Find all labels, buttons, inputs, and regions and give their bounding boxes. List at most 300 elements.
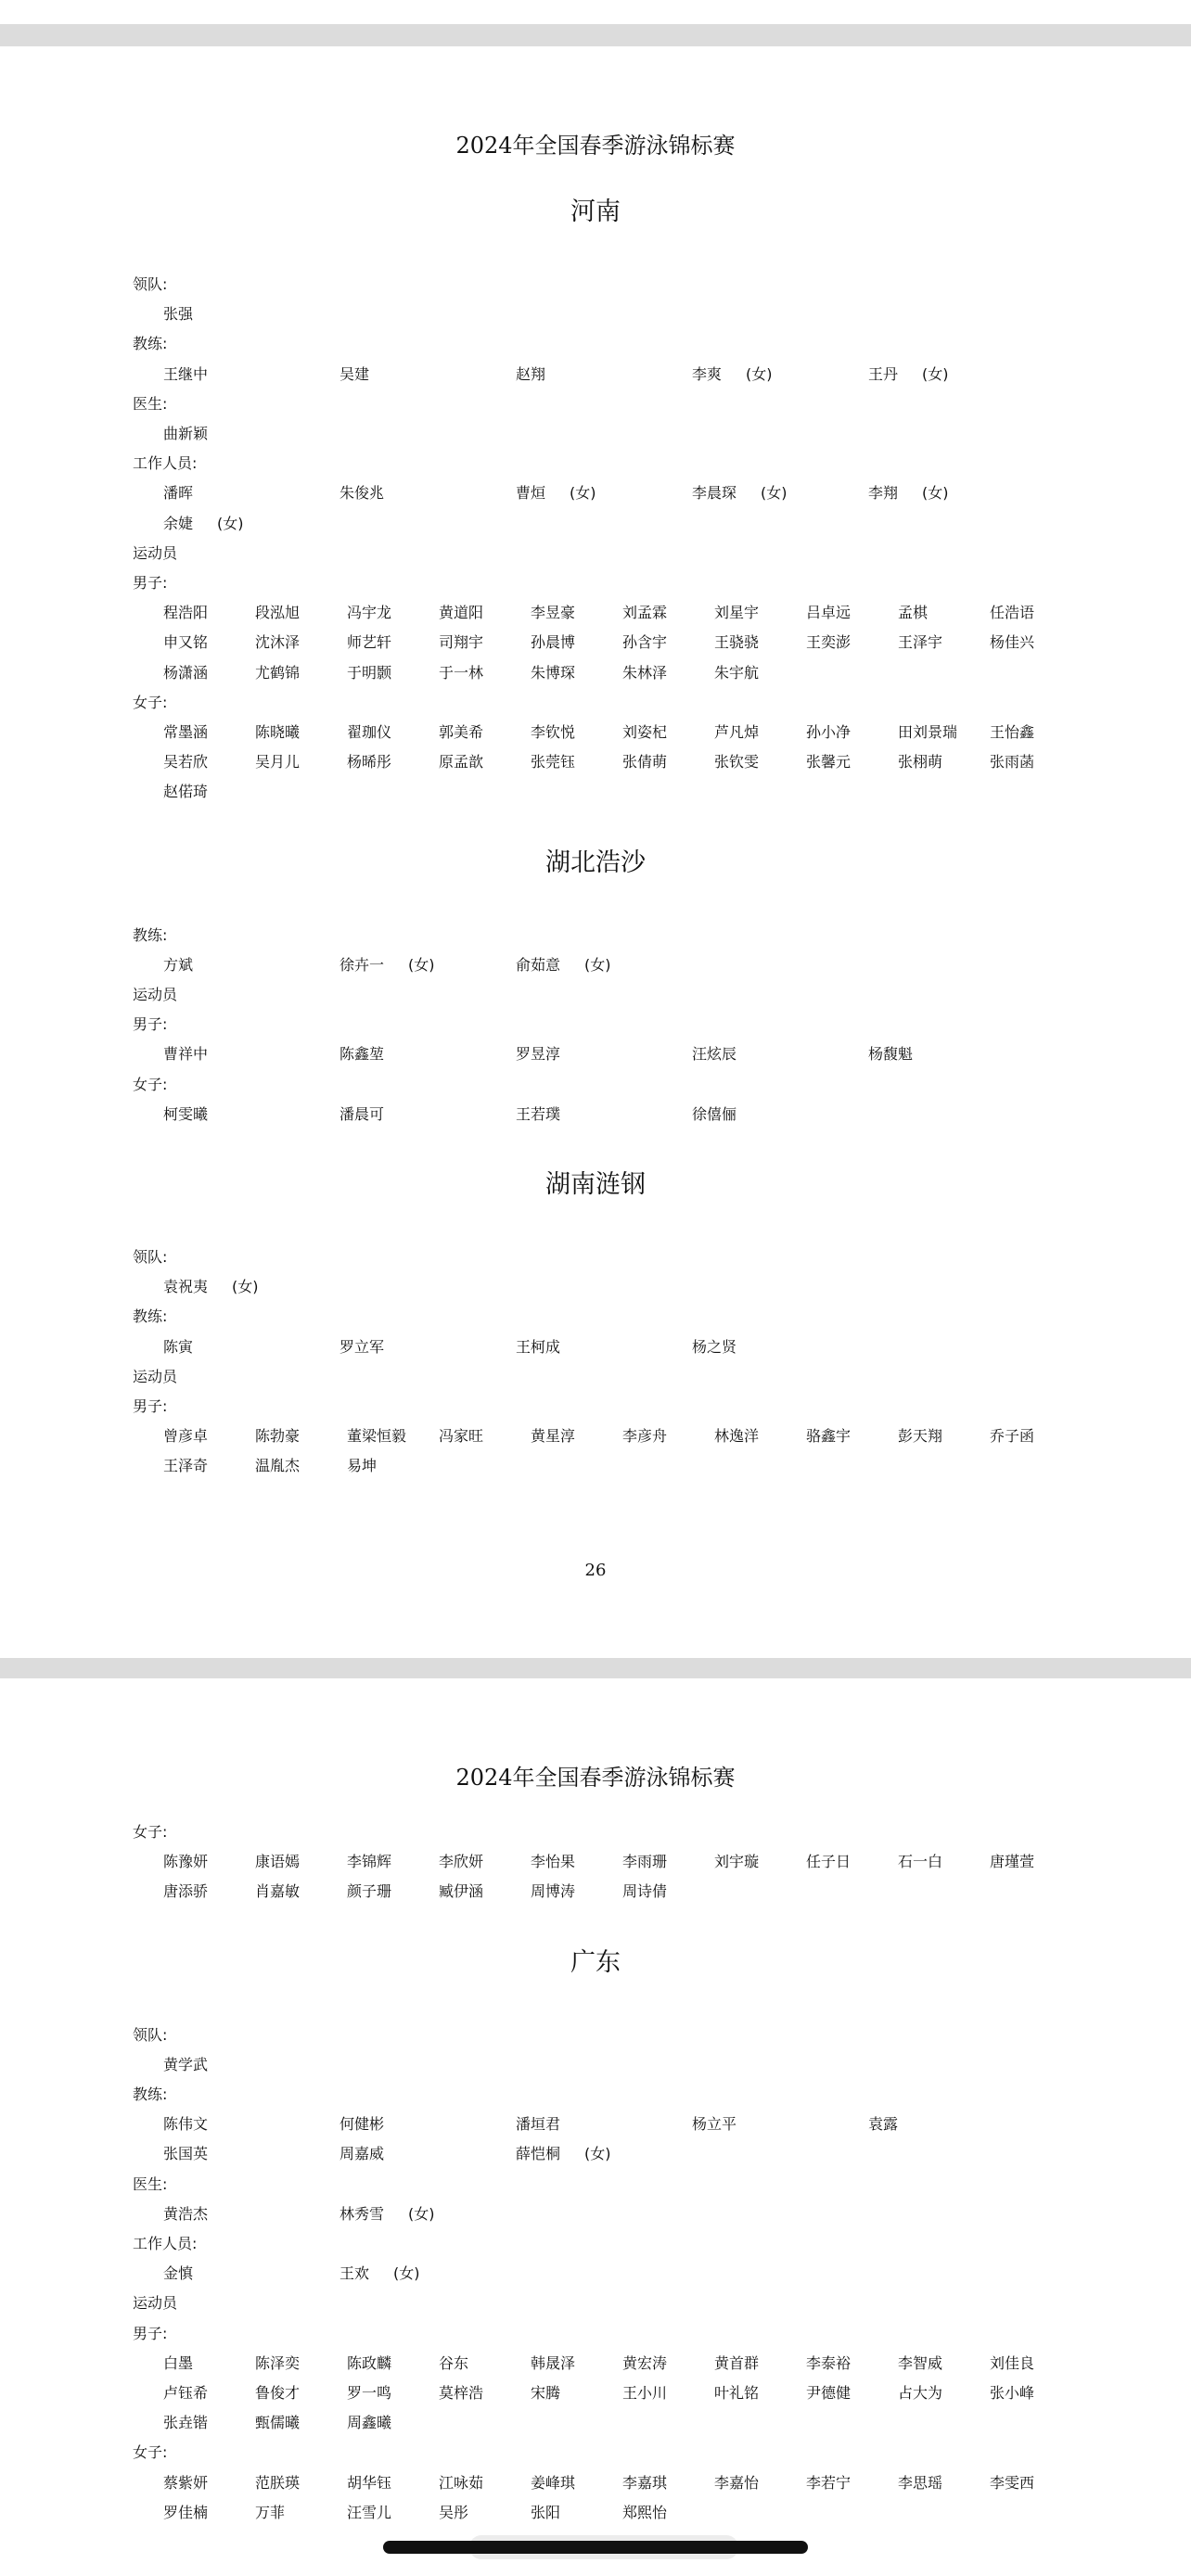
person-entry (622, 2383, 667, 2404)
person-name: 骆鑫宇 (806, 1427, 852, 1446)
person-name: 刘姿杞 (622, 723, 668, 741)
person-name: 何健彬 (339, 2115, 385, 2134)
role-label: 工作人员: (133, 454, 198, 473)
person-name: 方斌 (163, 955, 194, 974)
person-name: 姜峰琪 (531, 2473, 576, 2492)
person-name: 黄首群 (714, 2353, 760, 2372)
person-entry (622, 752, 667, 772)
person-name: 黄浩杰 (163, 2204, 209, 2223)
person-name: 李彦舟 (622, 1427, 668, 1446)
person-entry (622, 1881, 667, 1902)
name-row (163, 2413, 1091, 2433)
person-name: 陈寅 (163, 1337, 194, 1356)
gender-tag: (女) (570, 484, 596, 503)
person-name: 黄星淳 (531, 1427, 576, 1446)
person-name: 刘孟霖 (622, 604, 668, 622)
person-entry (163, 752, 208, 772)
person-name: 甄儒曦 (255, 2414, 301, 2432)
person-name: 唐添骄 (163, 1882, 209, 1901)
person-name: 刘星宇 (714, 604, 760, 622)
role-label: 男子: (133, 1397, 168, 1415)
name-row (163, 663, 1091, 683)
person-name: 黄道阳 (439, 604, 484, 622)
person-entry (531, 2383, 560, 2404)
person-entry (531, 722, 575, 743)
person-entry (163, 2144, 208, 2164)
person-name: 李雨珊 (622, 1853, 668, 1871)
person-name: 于明颢 (347, 663, 392, 682)
person-name: 朱俊兆 (339, 484, 385, 503)
role-label: 运动员 (133, 986, 178, 1003)
person-entry (163, 1104, 208, 1125)
person-name: 尤鹤锦 (255, 663, 301, 682)
person-name: 常墨涵 (163, 723, 209, 741)
name-row (163, 603, 1091, 623)
person-name: 潘晨可 (339, 1104, 385, 1123)
person-entry (531, 2503, 560, 2523)
person-name: 张阳 (531, 2503, 561, 2521)
person-name: 张雨菡 (990, 753, 1035, 772)
person-name: 周嘉威 (339, 2145, 385, 2163)
person-entry (898, 722, 957, 743)
person-entry (163, 2264, 193, 2284)
person-entry (806, 1426, 851, 1447)
person-entry (163, 483, 193, 504)
person-name: 郑熙怡 (622, 2503, 668, 2521)
person-name: 颜子珊 (347, 1882, 392, 1901)
person-name: 芦凡焯 (714, 723, 760, 741)
person-name: 赵偌琦 (163, 783, 209, 801)
person-entry (255, 1852, 300, 1872)
person-entry (163, 782, 208, 802)
person-entry (163, 632, 208, 653)
person-name: 潘垣君 (516, 2115, 561, 2134)
person-entry (531, 603, 575, 623)
person-entry (990, 632, 1034, 653)
role-label: 男子: (133, 574, 168, 592)
person-name: 朱宇航 (714, 663, 760, 682)
person-name: 曹祥中 (163, 1045, 209, 1064)
person-entry (255, 2473, 300, 2493)
person-name: 叶礼铭 (714, 2384, 760, 2402)
person-name: 张垚锴 (163, 2414, 209, 2432)
person-entry (163, 603, 208, 623)
role-label: 教练: (133, 1307, 168, 1326)
person-name: 宋腾 (531, 2384, 561, 2402)
person-entry (516, 1044, 560, 1065)
person-entry (868, 483, 949, 504)
person-name: 任浩语 (990, 604, 1035, 622)
person-entry (898, 2383, 942, 2404)
person-name: 林秀雪 (339, 2204, 385, 2223)
person-name: 陈晓曦 (255, 723, 301, 741)
person-name: 张栩萌 (898, 753, 943, 772)
gender-tag: (女) (393, 2264, 420, 2283)
person-entry (339, 2204, 435, 2225)
name-row (163, 1456, 1091, 1476)
person-name: 柯雯曦 (163, 1104, 209, 1123)
person-entry (439, 2383, 483, 2404)
person-entry (163, 1456, 208, 1476)
person-entry (255, 632, 300, 653)
team-heading: 湖南涟钢 (545, 1170, 646, 1199)
person-name: 汪炫辰 (692, 1045, 737, 1064)
person-name: 李雯西 (990, 2473, 1035, 2492)
person-entry (531, 632, 575, 653)
person-name: 郭美希 (439, 723, 484, 741)
person-entry (439, 2503, 468, 2523)
name-row (163, 424, 1091, 444)
person-entry (339, 2264, 420, 2284)
person-entry (692, 483, 788, 504)
person-name: 吴月儿 (255, 753, 301, 772)
person-name: 尹德健 (806, 2384, 852, 2402)
person-name: 汪雪儿 (347, 2503, 392, 2521)
person-entry (347, 722, 391, 743)
person-name: 杨佳兴 (990, 633, 1035, 652)
person-name: 赵翔 (516, 364, 546, 383)
person-entry (347, 2353, 391, 2374)
person-entry (439, 1852, 483, 1872)
person-name: 罗昱淳 (516, 1045, 561, 1064)
name-row (163, 752, 1091, 772)
person-name: 罗立军 (339, 1337, 385, 1356)
person-name: 李昱豪 (531, 604, 576, 622)
person-name: 曹烜 (516, 484, 546, 503)
person-entry (255, 2503, 285, 2523)
person-name: 韩晟泽 (531, 2353, 576, 2372)
name-row (163, 483, 1091, 504)
person-entry (163, 1852, 208, 1872)
person-entry (990, 603, 1034, 623)
name-row (163, 1044, 1091, 1065)
person-name: 司翔宇 (439, 633, 484, 652)
name-row (163, 632, 1091, 653)
person-entry (516, 483, 596, 504)
person-name: 余婕 (163, 514, 194, 532)
page-title: 2024年全国春季游泳锦标赛 (455, 1765, 736, 1791)
person-entry (163, 1881, 208, 1902)
person-name: 谷东 (439, 2353, 469, 2372)
person-entry (622, 663, 667, 683)
person-name: 翟珈仪 (347, 723, 392, 741)
person-entry (692, 2114, 736, 2135)
person-name: 黄宏涛 (622, 2353, 668, 2372)
person-name: 薛恺桐 (516, 2145, 561, 2163)
person-entry (439, 2353, 468, 2374)
person-name: 李翔 (868, 484, 899, 503)
person-entry (898, 2473, 942, 2493)
person-entry (990, 1426, 1034, 1447)
person-name: 陈豫妍 (163, 1853, 209, 1871)
person-entry (622, 1426, 667, 1447)
name-row (163, 2114, 1091, 2135)
person-name: 曲新颖 (163, 425, 209, 442)
person-entry (255, 603, 300, 623)
person-name: 罗佳楠 (163, 2503, 209, 2521)
person-entry (255, 2413, 300, 2433)
person-entry (714, 1426, 759, 1447)
person-entry (439, 2473, 483, 2493)
person-entry (339, 1104, 384, 1125)
person-name: 吕卓远 (806, 604, 852, 622)
person-name: 王奕澎 (806, 633, 852, 652)
person-name: 肖嘉敏 (255, 1882, 301, 1901)
name-row (163, 364, 1091, 385)
person-entry (347, 603, 391, 623)
person-name: 黄学武 (163, 2055, 209, 2073)
person-entry (347, 2503, 391, 2523)
name-row (163, 2264, 1091, 2284)
person-name: 段泓旭 (255, 604, 301, 622)
person-name: 周鑫曦 (347, 2414, 392, 2432)
previous-page-edge (0, 0, 1191, 24)
person-entry (990, 752, 1034, 772)
person-name: 吴若欣 (163, 753, 209, 772)
person-name: 王怡鑫 (990, 723, 1035, 741)
person-name: 杨晞彤 (347, 753, 392, 772)
gender-tag: (女) (584, 955, 611, 974)
person-entry (347, 1881, 391, 1902)
person-name: 鲁俊才 (255, 2384, 301, 2402)
person-name: 张国英 (163, 2145, 209, 2163)
name-row (163, 955, 1091, 976)
person-entry (163, 304, 193, 325)
person-name: 吴彤 (439, 2503, 469, 2521)
person-name: 孙小净 (806, 723, 852, 741)
person-entry (516, 2144, 611, 2164)
role-label: 领队: (133, 1248, 168, 1266)
person-name: 朱林泽 (622, 663, 668, 682)
gender-tag: (女) (746, 364, 773, 383)
person-entry (806, 2383, 851, 2404)
person-entry (163, 2473, 208, 2493)
person-entry (255, 2383, 300, 2404)
person-entry (531, 2473, 575, 2493)
person-entry (516, 364, 545, 385)
person-entry (531, 1426, 575, 1447)
person-name: 朱博琛 (531, 663, 576, 682)
person-name: 孙含宇 (622, 633, 668, 652)
person-entry (347, 2413, 391, 2433)
role-label: 女子: (133, 2443, 168, 2462)
person-name: 张钦雯 (714, 753, 760, 772)
person-name: 于一林 (439, 663, 484, 682)
person-entry (347, 663, 391, 683)
person-entry (347, 2473, 391, 2493)
name-row (163, 1881, 1091, 1902)
person-entry (990, 1852, 1034, 1872)
person-entry (990, 2383, 1034, 2404)
person-name: 王小川 (622, 2384, 668, 2402)
person-name: 沈沐泽 (255, 633, 301, 652)
name-row (163, 1337, 1091, 1358)
person-name: 张倩萌 (622, 753, 668, 772)
person-entry (898, 752, 942, 772)
role-label: 运动员 (133, 543, 178, 562)
person-entry (622, 2473, 667, 2493)
gender-tag: (女) (922, 484, 949, 503)
person-name: 王欢 (339, 2264, 370, 2283)
person-entry (516, 1337, 560, 1358)
person-name: 李爽 (692, 364, 723, 383)
person-entry (163, 955, 193, 976)
name-row (163, 1426, 1091, 1447)
name-row (163, 782, 1091, 802)
person-entry (163, 1277, 259, 1297)
name-row (163, 1852, 1091, 1872)
person-entry (347, 632, 391, 653)
person-name: 张小峰 (990, 2384, 1035, 2402)
person-entry (714, 2383, 759, 2404)
person-entry (163, 2055, 208, 2075)
gender-tag: (女) (584, 2145, 611, 2163)
person-entry (622, 603, 667, 623)
person-name: 申又铭 (163, 633, 209, 652)
name-row (163, 2055, 1091, 2075)
team-heading: 广东 (570, 1947, 621, 1977)
person-name: 万菲 (255, 2503, 286, 2521)
person-name: 曾彦卓 (163, 1427, 209, 1446)
person-entry (531, 1852, 575, 1872)
person-entry (255, 752, 300, 772)
gender-tag: (女) (232, 1278, 259, 1296)
person-name: 占大为 (898, 2384, 943, 2402)
person-name: 师艺轩 (347, 633, 392, 652)
person-name: 杨立平 (692, 2115, 737, 2134)
person-name: 王泽宇 (898, 633, 943, 652)
person-name: 易坤 (347, 1457, 378, 1475)
role-label: 女子: (133, 1075, 168, 1093)
person-entry (806, 632, 851, 653)
gender-tag: (女) (217, 514, 244, 532)
person-entry (898, 1426, 942, 1447)
name-row (163, 2204, 1091, 2225)
person-name: 卢钰希 (163, 2384, 209, 2402)
person-name: 陈政麟 (347, 2353, 392, 2372)
person-name: 范朕瑛 (255, 2473, 301, 2492)
person-entry (163, 364, 208, 385)
person-entry (531, 2353, 575, 2374)
person-entry (516, 2114, 560, 2135)
person-entry (806, 752, 851, 772)
person-name: 唐瑾萱 (990, 1853, 1035, 1871)
person-name: 冯家旺 (439, 1427, 484, 1446)
role-label: 教练: (133, 925, 168, 944)
person-entry (163, 1337, 193, 1358)
person-name: 吴建 (339, 364, 370, 383)
role-label: 运动员 (133, 1367, 178, 1385)
person-entry (692, 1044, 736, 1065)
name-row (163, 722, 1091, 743)
person-name: 温胤杰 (255, 1457, 301, 1475)
person-name: 李泰裕 (806, 2353, 852, 2372)
person-entry (692, 1104, 736, 1125)
person-entry (806, 603, 851, 623)
person-name: 冯宇龙 (347, 604, 392, 622)
person-entry (806, 1852, 851, 1872)
person-entry (622, 2353, 667, 2374)
person-entry (898, 632, 942, 653)
person-name: 林逸洋 (714, 1427, 760, 1446)
role-label: 运动员 (133, 2294, 178, 2313)
person-entry (339, 1044, 384, 1065)
gender-tag: (女) (408, 2204, 435, 2223)
person-entry (692, 1337, 736, 1358)
person-entry (531, 663, 575, 683)
person-name: 任子日 (806, 1853, 852, 1871)
person-name: 王丹 (868, 364, 899, 383)
role-label: 男子: (133, 1015, 168, 1034)
person-name: 陈泽奕 (255, 2353, 301, 2372)
person-name: 李锦辉 (347, 1853, 392, 1871)
person-entry (868, 1044, 913, 1065)
person-name: 潘晖 (163, 484, 194, 503)
person-name: 李晨琛 (692, 484, 737, 503)
person-entry (531, 752, 575, 772)
person-name: 臧伊涵 (439, 1882, 484, 1901)
person-entry (898, 2353, 942, 2374)
name-row (163, 2383, 1091, 2404)
document-page (0, 46, 1191, 1658)
person-name: 张馨元 (806, 753, 852, 772)
person-entry (339, 2144, 384, 2164)
person-entry (714, 2353, 759, 2374)
name-row (163, 1104, 1091, 1125)
person-entry (255, 1426, 300, 1447)
person-entry (163, 2204, 208, 2225)
person-entry (347, 1456, 377, 1476)
role-label: 教练: (133, 335, 168, 353)
person-entry (339, 364, 369, 385)
person-entry (255, 1456, 300, 1476)
person-entry (990, 2353, 1034, 2374)
person-entry (163, 424, 208, 444)
person-name: 董梁恒毅 (347, 1427, 407, 1446)
person-name: 白墨 (163, 2353, 194, 2372)
person-entry (714, 2473, 759, 2493)
gender-tag: (女) (408, 955, 435, 974)
person-name: 康语嫣 (255, 1853, 301, 1871)
person-entry (339, 483, 384, 504)
person-entry (990, 2473, 1034, 2493)
person-entry (516, 1104, 560, 1125)
person-name: 孟棋 (898, 604, 928, 622)
person-name: 乔子函 (990, 1427, 1035, 1446)
person-name: 原孟歆 (439, 753, 484, 772)
person-entry (806, 722, 851, 743)
person-entry (806, 2353, 851, 2374)
person-name: 金慎 (163, 2264, 194, 2283)
person-entry (255, 663, 300, 683)
person-name: 江咏茹 (439, 2473, 484, 2492)
person-name: 李智威 (898, 2353, 943, 2372)
name-row (163, 2503, 1091, 2523)
person-entry (622, 1852, 667, 1872)
person-entry (163, 722, 208, 743)
person-entry (439, 663, 483, 683)
person-entry (714, 663, 759, 683)
person-entry (516, 955, 611, 976)
role-label: 男子: (133, 2324, 168, 2342)
person-entry (255, 2353, 300, 2374)
name-row (163, 2473, 1091, 2493)
person-entry (439, 632, 483, 653)
role-label: 教练: (133, 2085, 168, 2103)
person-entry (339, 1337, 384, 1358)
person-name: 张强 (163, 305, 194, 324)
person-entry (163, 2413, 208, 2433)
